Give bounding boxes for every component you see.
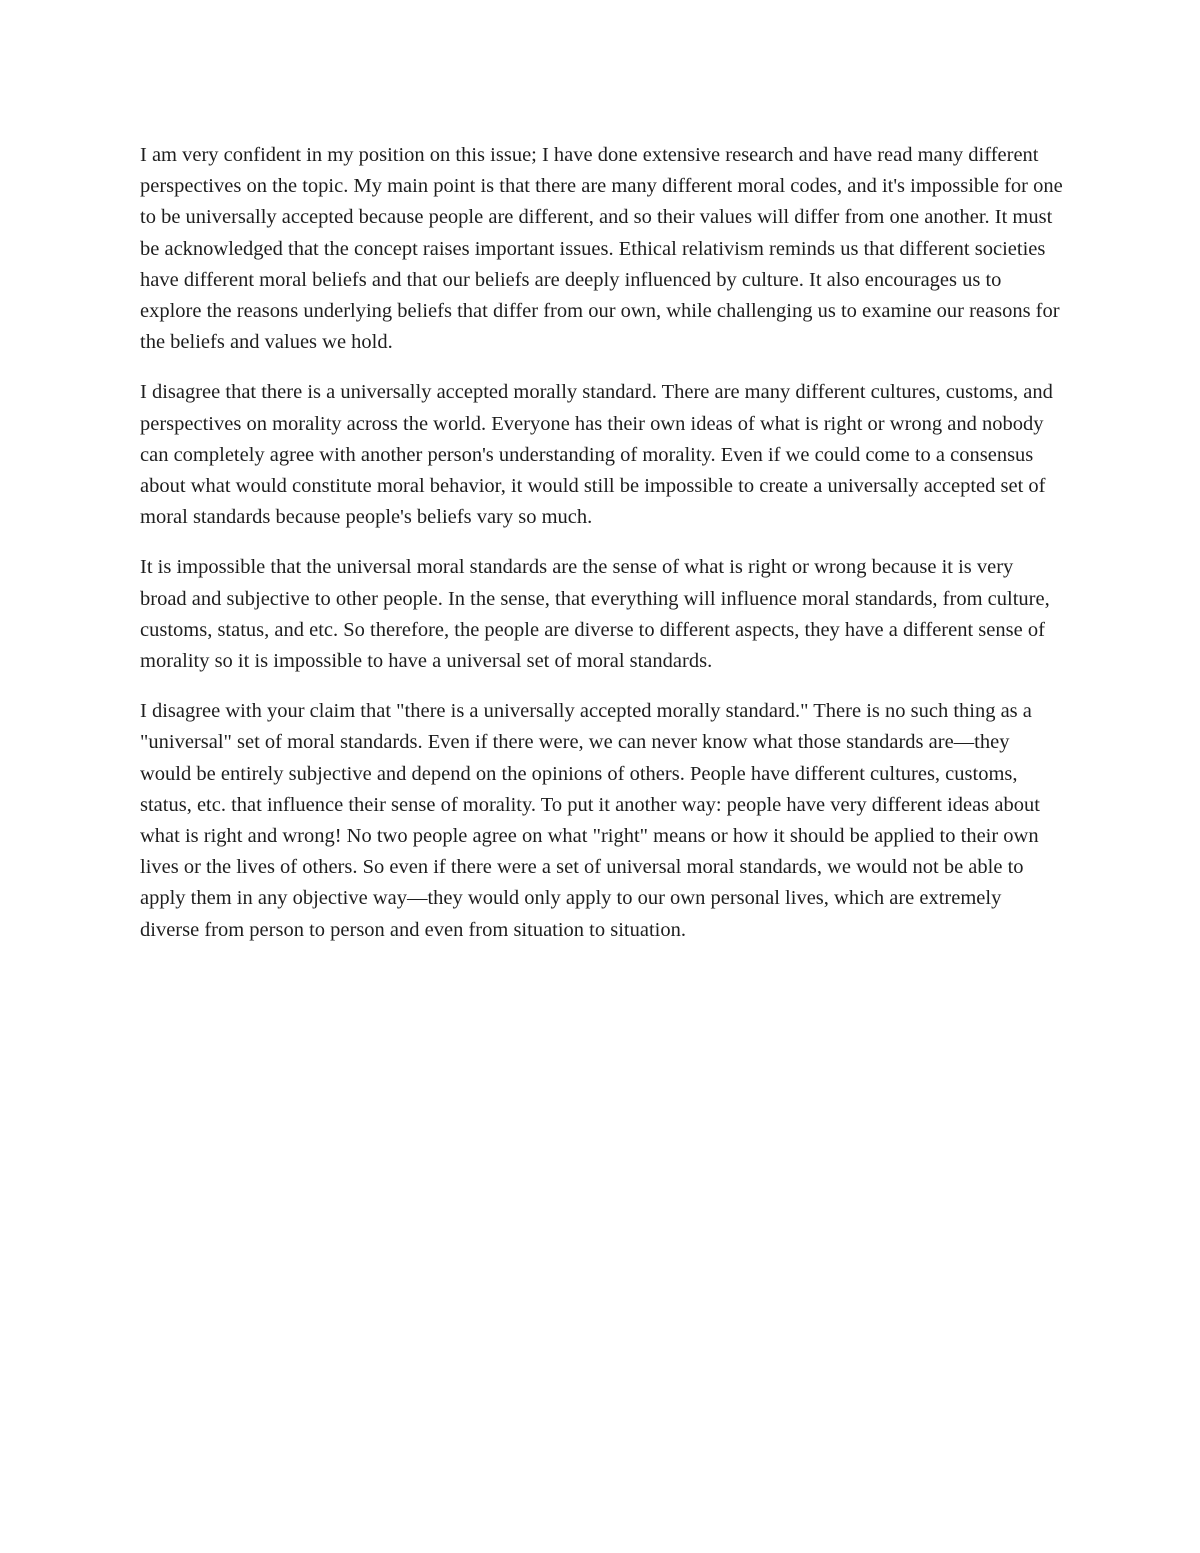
paragraph-2: I disagree that there is a universally accepted morally standard. There are many different cultures, customs, and perspectives on morality across the world. Everyone has their own ideas of what is right or wrong and nobody can completely agree with another person's understanding of morality. Even if we could come to a consensus about what would constitute moral behavior, it would still be impossible to create a universally accepted set of moral standards because people's beliefs vary so much. [140, 381, 1053, 529]
paragraph-1: I am very confident in my position on this issue; I have done extensive research and have read many different perspectives on the topic. My main point is that there are many different moral codes, and it's impossible for one to be universally accepted because people are different, and so their values will differ from one another. It must be acknowledged that the concept raises important issues. Ethical relativism reminds us that different societies have different moral beliefs and that our beliefs are deeply influenced by culture. It also encourages us to explore the reasons underlying beliefs that differ from our own, while challenging us to examine our reasons for the beliefs and values we hold. [140, 144, 1063, 354]
paragraph-3: It is impossible that the universal moral standards are the sense of what is right or wrong because it is very broad and subjective to other people. In the sense, that everything will influence moral standards, from culture, customs, status, and etc. So therefore, the people are diverse to different aspects, they have a different sense of morality so it is impossible to have a universal set of moral standards. [140, 556, 1050, 673]
document-body [140, 140, 1064, 965]
paragraph-4: I disagree with your claim that "there is a universally accepted morally standard." There is no such thing as a "universal" set of moral standards. Even if there were, we can never know what those standards are—they would be entirely subjective and depend on the opinions of others. People have different cultures, customs, status, etc. that influence their sense of morality. To put it another way: people have very different ideas about what is right and wrong! No two people agree on what "right" means or how it should be applied to their own lives or the lives of others. So even if there were a set of universal moral standards, we would not be able to apply them in any objective way—they would only apply to our own personal lives, which are extremely diverse from person to person and even from situation to situation. [140, 700, 1040, 941]
